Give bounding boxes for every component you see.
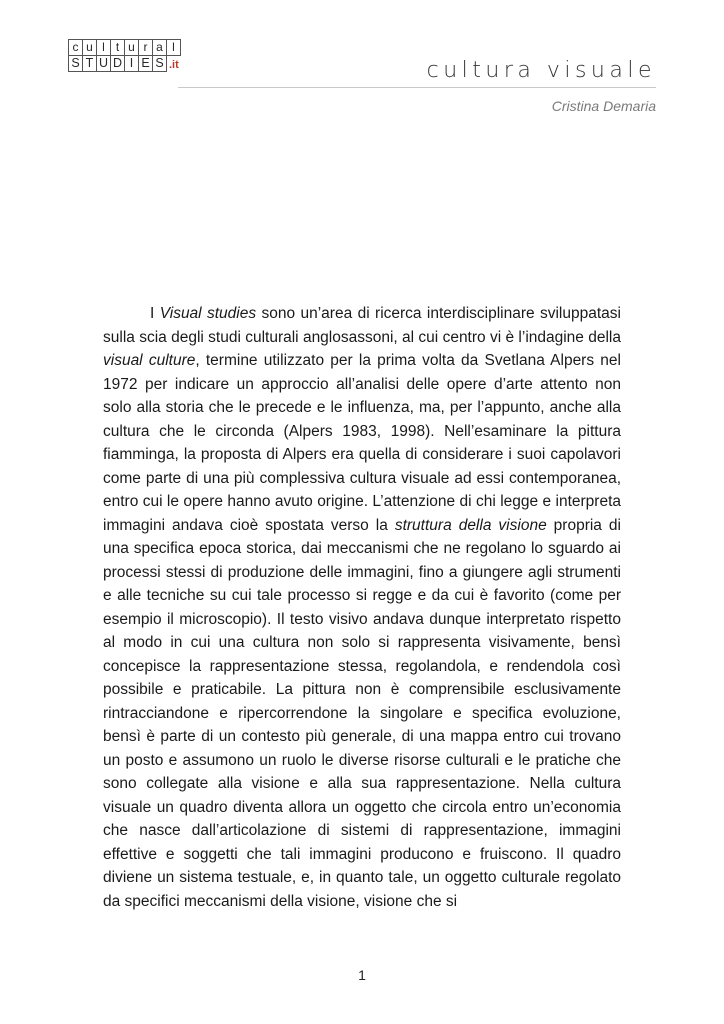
logo-letter: r — [138, 39, 153, 56]
header-divider — [178, 87, 656, 88]
logo-letter: S — [152, 55, 167, 72]
logo-letter: l — [96, 39, 111, 56]
logo-letter: u — [124, 39, 139, 56]
logo-top-row — [68, 40, 181, 56]
logo-letter: D — [110, 55, 125, 72]
logo-letter: T — [82, 55, 97, 72]
logo-letter: S — [68, 55, 83, 72]
logo-domain-suffix: .it — [169, 59, 179, 71]
italic-term: struttura della visione — [394, 516, 547, 534]
logo-bottom-row — [68, 56, 181, 73]
logo-letter: E — [138, 55, 153, 72]
page-number: 1 — [358, 967, 366, 983]
body-text-run: propria di una specifica epoca storica, dai meccanismi che ne regolano lo sguardo ai processi stessi di produzione delle immagini, fino a giungere agli strumenti e alle tecniche su cui tale processo si regge e da cui è favorito (come per esempio il microscopio). Il testo visivo andava dunque interpretato rispetto al modo in cui una cultura non solo si rappresenta visivamente, bensì concepisce la rappresentazione stessa, regolandola, e rendendola così possibile e praticabile. La pittura non è comprensibile esclusivamente rintracciandone e ripercorrendone la singolare e specifica evoluzione, bensì è parte di un contesto più generale, di una mappa entro cui trovano un posto e assumono un ruolo le diverse risorse culturali e le pratiche che sono collegate alla visione e alla sua rappresentazione. Nella cultura visuale un quadro diventa allora un oggetto che circola entro un’economia che nasce dall’articolazione di sistemi di rappresentazione, immagini effettive e soggetti che tali immagini producono e fruiscono. Il quadro diviene un sistema testuale, e, in quanto tale, un oggetto culturale regolato da specifici meccanismi della visione, visione che si — [103, 516, 621, 910]
italic-term: Visual studies — [159, 305, 257, 322]
logo-letter: u — [82, 39, 97, 56]
body-text-run: sono un’area di ricerca interdisciplinare sviluppatasi sulla scia degli studi culturali anglosassoni, al cui centro vi è l’indagine della — [103, 305, 621, 346]
body-text-run: I — [150, 305, 160, 322]
body-text-run: , termine utilizzato per la prima volta da Svetlana Alpers nel 1972 per indicare un approccio all’analisi delle opere d’arte attento non solo alla storia che le precede e le influenza, ma, per l’appunto, anche alla cultura che le circonda (Alpers 1983, 1998). Nell’esaminare la pittura fiamminga, la proposta di Alpers era quella di considerare i suoi capolavori come parte di una più complessiva cultura visuale ad essi contemporanea, entro cui le opere hanno avuto origine. L’attenzione di chi legge e interpreta immagini andava cioè spostata verso la — [103, 352, 621, 534]
document-body — [103, 302, 621, 913]
italic-term: visual culture — [103, 352, 196, 369]
document-title: cultura visuale — [426, 58, 656, 83]
body-paragraph — [103, 302, 621, 913]
document-author: Cristina Demaria — [551, 98, 656, 114]
logo-letter: I — [124, 55, 139, 72]
logo-letter: l — [166, 39, 181, 56]
logo-letter: t — [110, 39, 125, 56]
logo-letter: U — [96, 55, 111, 72]
logo-letter: c — [68, 39, 83, 56]
site-logo[interactable] — [68, 40, 181, 73]
logo-letter: a — [152, 39, 167, 56]
